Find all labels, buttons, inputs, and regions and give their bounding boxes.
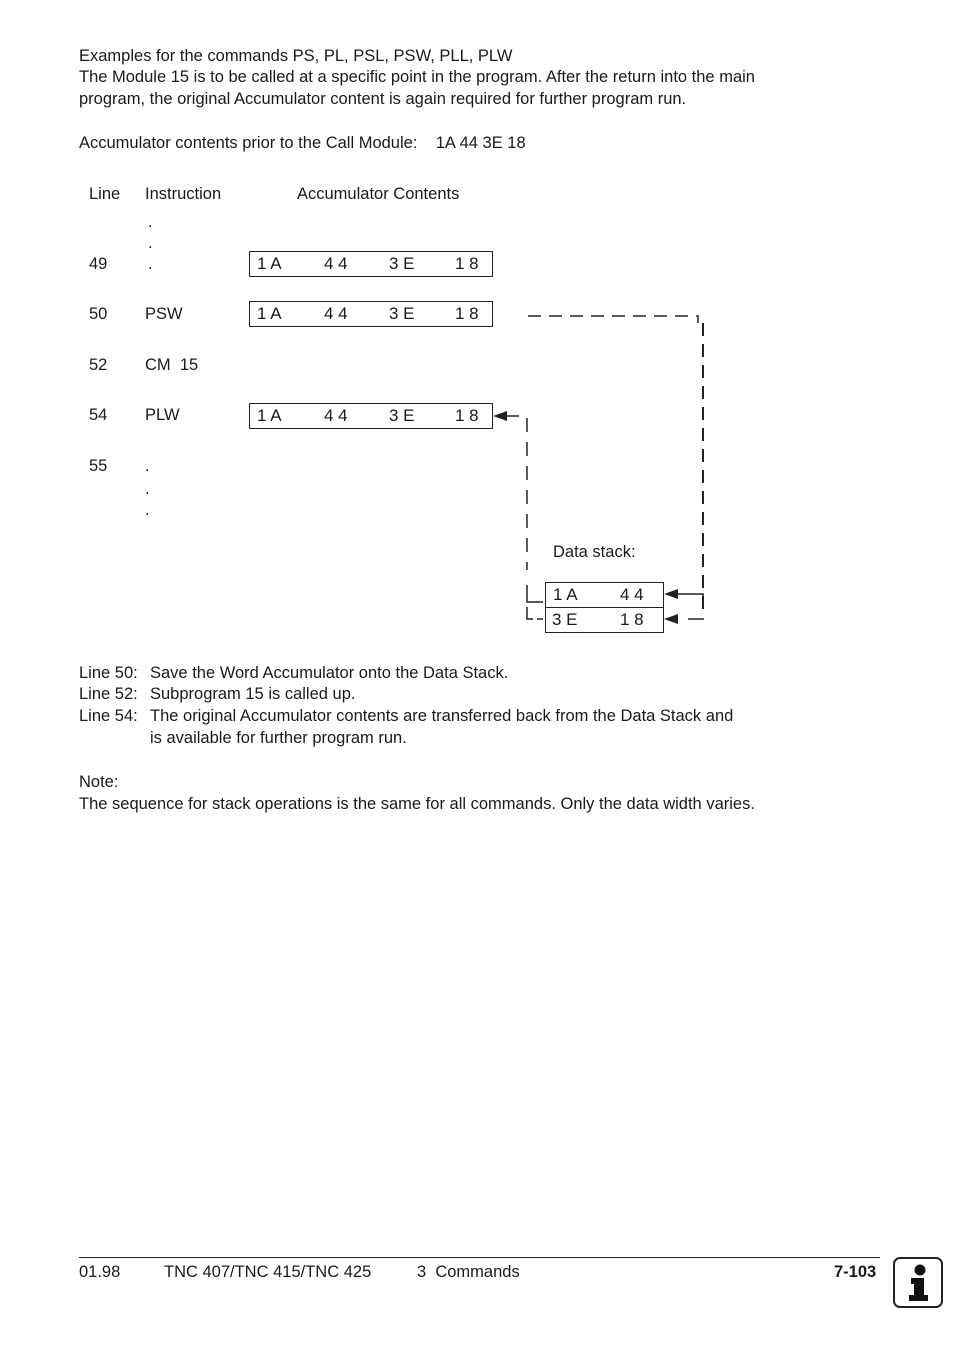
ellipsis-dot: . xyxy=(145,501,150,519)
explanation-label: Line 54: xyxy=(79,707,138,725)
intro-line-3: program, the original Accumulator content is again required for further program run. xyxy=(79,90,687,108)
data-stack-label: Data stack: xyxy=(553,543,636,561)
byte-cell: 1 A xyxy=(553,585,578,604)
byte-cell: 3 E xyxy=(389,254,415,273)
footer-model: TNC 407/TNC 415/TNC 425 xyxy=(164,1263,372,1281)
explanation-label: Line 50: xyxy=(79,664,138,682)
arrow-head xyxy=(664,614,678,624)
footer-rule xyxy=(79,1257,880,1258)
footer-chapter: 3 Commands xyxy=(417,1263,520,1281)
header-accumulator-contents: Accumulator Contents xyxy=(297,185,460,203)
row-line-number: 50 xyxy=(89,305,108,323)
explanation-label: Line 52: xyxy=(79,685,138,703)
header-line: Line xyxy=(89,185,121,203)
byte-cell: 4 4 xyxy=(324,304,348,323)
info-icon xyxy=(893,1257,943,1308)
accumulator-prior: Accumulator contents prior to the Call Module: 1A 44 3E 18 xyxy=(79,134,526,152)
ellipsis-dot: . xyxy=(148,234,153,252)
pop-connector xyxy=(527,585,543,602)
byte-cell: 1 A xyxy=(257,406,282,425)
row-instruction: CM 15 xyxy=(145,356,199,374)
intro-line-2: The Module 15 is to be called at a specific point in the program. After the return into the main xyxy=(79,68,755,86)
page-number: 7-103 xyxy=(834,1263,877,1281)
header-instruction: Instruction xyxy=(145,185,222,203)
note-title: Note: xyxy=(79,773,119,791)
row-line-number: 55 xyxy=(89,457,108,475)
byte-cell: 3 E xyxy=(389,406,415,425)
arrow-head xyxy=(493,411,507,421)
byte-cell: 1 A xyxy=(257,304,282,323)
explanation-text: Save the Word Accumulator onto the Data Stack. xyxy=(150,664,509,682)
byte-cell: 3 E xyxy=(552,610,578,629)
pop-connector xyxy=(527,607,533,619)
row-instruction: . xyxy=(145,457,150,475)
row-line-number: 52 xyxy=(89,356,108,374)
byte-cell: 4 4 xyxy=(620,585,644,604)
row-instruction: PLW xyxy=(145,406,180,424)
ellipsis-dot: . xyxy=(145,480,150,498)
byte-cell: 4 4 xyxy=(324,254,348,273)
byte-cell: 1 8 xyxy=(455,254,479,273)
info-icon-glyph xyxy=(895,1259,941,1306)
note-text: The sequence for stack operations is the same for all commands. Only the data width varies. xyxy=(79,795,755,813)
explanation-text: is available for further program run. xyxy=(150,729,407,747)
pop-dashed-line xyxy=(505,416,527,570)
row-line-number: 49 xyxy=(89,255,108,273)
arrow-head xyxy=(664,589,678,599)
push-connector xyxy=(676,594,703,608)
byte-cell: 1 8 xyxy=(455,304,479,323)
row-line-number: 54 xyxy=(89,406,108,424)
ellipsis-dot: . xyxy=(148,213,153,231)
byte-cell: 1 8 xyxy=(455,406,479,425)
footer-date: 01.98 xyxy=(79,1263,121,1281)
byte-cell: 4 4 xyxy=(324,406,348,425)
explanation-text: Subprogram 15 is called up. xyxy=(150,685,356,703)
byte-cell: 1 8 xyxy=(620,610,644,629)
byte-cell: 1 A xyxy=(257,254,282,273)
push-dashed-line xyxy=(528,316,698,323)
row-instruction: . xyxy=(148,255,153,273)
byte-cell: 3 E xyxy=(389,304,415,323)
explanation-text: The original Accumulator contents are transferred back from the Data Stack and xyxy=(150,707,734,725)
row-instruction: PSW xyxy=(145,305,183,323)
intro-line-1: Examples for the commands PS, PL, PSL, PSW, PLL, PLW xyxy=(79,47,513,65)
